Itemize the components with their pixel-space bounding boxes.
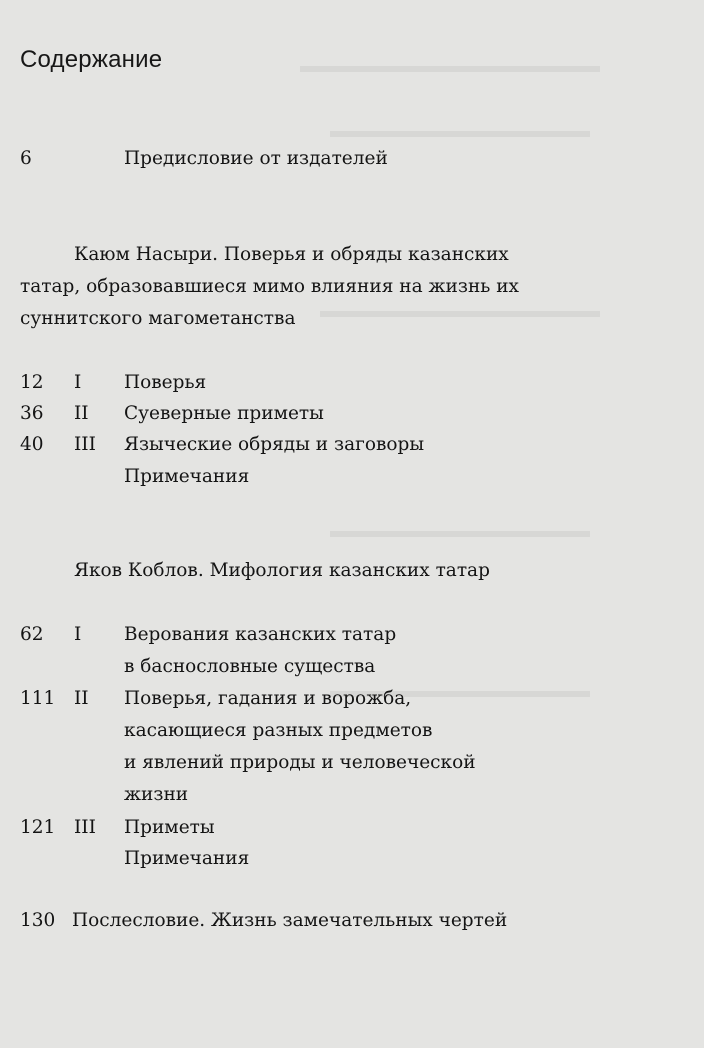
toc-page-number: 36: [20, 403, 44, 424]
toc-page-number: 6: [20, 148, 32, 169]
toc-entry-title: Послесловие. Жизнь замечательных чертей: [72, 910, 508, 931]
toc-entry: [0, 434, 704, 466]
toc-entry-title-cont: касающиеся разных предметов: [124, 720, 433, 741]
toc-entry-title: Примечания: [124, 466, 250, 487]
toc-chapter-number: III: [74, 817, 96, 838]
toc-entry-title-cont: и явлений природы и человеческой: [124, 752, 476, 773]
toc-section-title-line: суннитского магометанства: [20, 308, 296, 329]
toc-entry-title-cont: жизни: [124, 784, 189, 805]
toc-entry-cont: [0, 784, 704, 816]
toc-chapter-number: II: [74, 403, 89, 424]
toc-chapter-number: I: [74, 624, 82, 645]
toc-entry-cont: [0, 656, 704, 688]
toc-entry-title: Приметы: [124, 817, 215, 838]
page-title: Содержание: [20, 46, 163, 73]
toc-section-heading: [0, 244, 704, 276]
toc-page-number: 12: [20, 372, 44, 393]
toc-entry: [0, 148, 704, 180]
toc-entry: [0, 403, 704, 435]
toc-entry: [0, 688, 704, 720]
toc-section-heading-cont: [0, 276, 704, 308]
reverse-page-show-through: ▬▬▬▬▬▬▬▬▬▬▬▬▬▬▬ ▬▬▬▬▬▬▬▬▬▬▬▬▬ ▬▬▬▬▬▬▬▬▬▬▬▬▬▬ ▬▬▬▬▬▬▬▬▬▬▬▬▬ ▬▬▬▬▬▬▬▬▬▬▬▬▬: [300, 55, 600, 702]
toc-entry: [0, 466, 704, 498]
toc-entry-title-cont: в баснословные существа: [124, 656, 376, 677]
toc-page-number: 40: [20, 434, 44, 455]
toc-section-heading: [0, 560, 704, 592]
toc-entry: [0, 848, 704, 880]
toc-entry-cont: [0, 752, 704, 784]
toc-entry: [0, 624, 704, 656]
toc-page-number: 130: [20, 910, 56, 931]
toc-page-number: 111: [20, 688, 56, 709]
toc-page-number: 121: [20, 817, 56, 838]
toc-entry-title: Верования казанских татар: [124, 624, 397, 645]
toc-chapter-number: III: [74, 434, 96, 455]
toc-chapter-number: I: [74, 372, 82, 393]
toc-entry-title: Суеверные приметы: [124, 403, 324, 424]
toc-chapter-number: II: [74, 688, 89, 709]
toc-entry-title: Предисловие от издателей: [124, 148, 388, 169]
toc-entry-title: Примечания: [124, 848, 250, 869]
toc-entry: [0, 910, 704, 942]
toc-section-title-line: татар, образовавшиеся мимо влияния на жизнь их: [20, 276, 519, 297]
toc-entry: [0, 817, 704, 849]
toc-entry-title: Языческие обряды и заговоры: [124, 434, 425, 455]
toc-page-number: 62: [20, 624, 44, 645]
toc-section-heading-cont: [0, 308, 704, 340]
toc-entry-cont: [0, 720, 704, 752]
toc-entry-title: Поверья, гадания и ворожба,: [124, 688, 412, 709]
toc-section-title-line: Яков Коблов. Мифология казанских татар: [74, 560, 490, 581]
toc-section-title-line: Каюм Насыри. Поверья и обряды казанских: [74, 244, 509, 265]
toc-entry-title: Поверья: [124, 372, 207, 393]
toc-entry: [0, 372, 704, 404]
